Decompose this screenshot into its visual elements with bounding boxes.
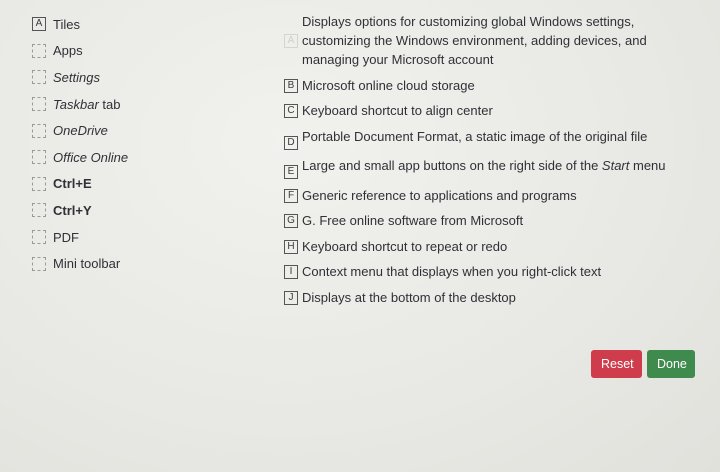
definition-text-part: Large and small app buttons on the right side of the xyxy=(302,158,602,173)
drop-box[interactable] xyxy=(32,150,46,164)
definition-text: G. Free online software from Microsoft xyxy=(302,213,524,228)
term-tiles[interactable] xyxy=(32,11,232,38)
definition-e[interactable] xyxy=(284,156,684,179)
definition-c[interactable] xyxy=(284,101,684,120)
definition-text: Microsoft online cloud storage xyxy=(302,77,475,93)
definition-text: Keyboard shortcut to align center xyxy=(302,103,493,118)
term-label: Ctrl+E xyxy=(53,176,92,192)
term-apps[interactable] xyxy=(32,38,232,65)
letter-badge: B xyxy=(284,79,298,93)
drop-box[interactable] xyxy=(32,203,46,217)
definition-text: Generic reference to applications and programs xyxy=(302,187,577,203)
term-label: Ctrl+Y xyxy=(53,202,92,218)
letter-badge: I xyxy=(284,265,298,279)
letter-badge: J xyxy=(284,291,298,305)
drop-box[interactable] xyxy=(32,44,46,58)
drop-box[interactable] xyxy=(32,257,46,271)
term-label: Office Online xyxy=(53,149,129,165)
definition-text: Displays options for customizing global Windows settings, customizing the Windows environment, adding devices, and managing your Microsoft account xyxy=(302,14,647,67)
term-onedrive[interactable] xyxy=(32,117,232,144)
terms-list xyxy=(32,11,232,277)
drop-box[interactable]: A xyxy=(32,17,46,31)
definition-h[interactable] xyxy=(284,237,684,256)
term-ctrl-e[interactable] xyxy=(32,171,232,198)
definition-text: Keyboard shortcut to repeat or redo xyxy=(302,238,508,254)
term-pdf[interactable] xyxy=(32,224,232,251)
definition-j[interactable] xyxy=(284,288,684,307)
definition-b[interactable] xyxy=(284,76,684,95)
term-ctrl-y[interactable] xyxy=(32,197,232,224)
definition-text: Portable Document Format, a static image of the original file xyxy=(302,128,648,144)
definition-text-part: menu xyxy=(629,158,666,173)
start-menu-word: Start xyxy=(601,158,630,173)
drop-box[interactable] xyxy=(32,97,46,111)
term-label: Taskbar tab xyxy=(53,96,121,112)
definitions-list xyxy=(284,12,684,313)
drop-box[interactable] xyxy=(32,124,46,138)
done-button[interactable]: Done xyxy=(647,350,695,378)
term-label: OneDrive xyxy=(53,123,108,139)
definition-i[interactable] xyxy=(284,262,684,281)
letter-badge: D xyxy=(284,136,298,150)
term-mini-toolbar[interactable] xyxy=(32,250,232,277)
term-label: Tiles xyxy=(53,16,80,32)
definition-f[interactable] xyxy=(284,186,684,205)
letter-badge: E xyxy=(284,165,298,179)
definition-g[interactable] xyxy=(284,211,684,230)
definition-text: Context menu that displays when you right-click text xyxy=(302,264,602,279)
letter-badge: C xyxy=(284,104,298,118)
term-label: PDF xyxy=(53,229,79,245)
drop-box[interactable] xyxy=(32,177,46,191)
term-settings[interactable] xyxy=(32,64,232,91)
term-taskbar-tab[interactable] xyxy=(32,91,232,118)
reset-button[interactable]: Reset xyxy=(591,350,642,378)
definition-a[interactable] xyxy=(284,12,684,69)
letter-badge: A xyxy=(284,34,298,48)
term-label: Settings xyxy=(53,69,100,85)
term-label: Apps xyxy=(53,43,83,59)
letter-badge: G xyxy=(284,214,298,228)
definition-text: Displays at the bottom of the desktop xyxy=(302,289,516,305)
definition-text xyxy=(302,156,684,175)
drop-box[interactable] xyxy=(32,70,46,84)
letter-badge: H xyxy=(284,240,298,254)
drop-box[interactable] xyxy=(32,230,46,244)
term-office-online[interactable] xyxy=(32,144,232,171)
definition-d[interactable] xyxy=(284,127,684,150)
term-label: Mini toolbar xyxy=(53,256,121,272)
letter-badge: F xyxy=(284,189,298,203)
